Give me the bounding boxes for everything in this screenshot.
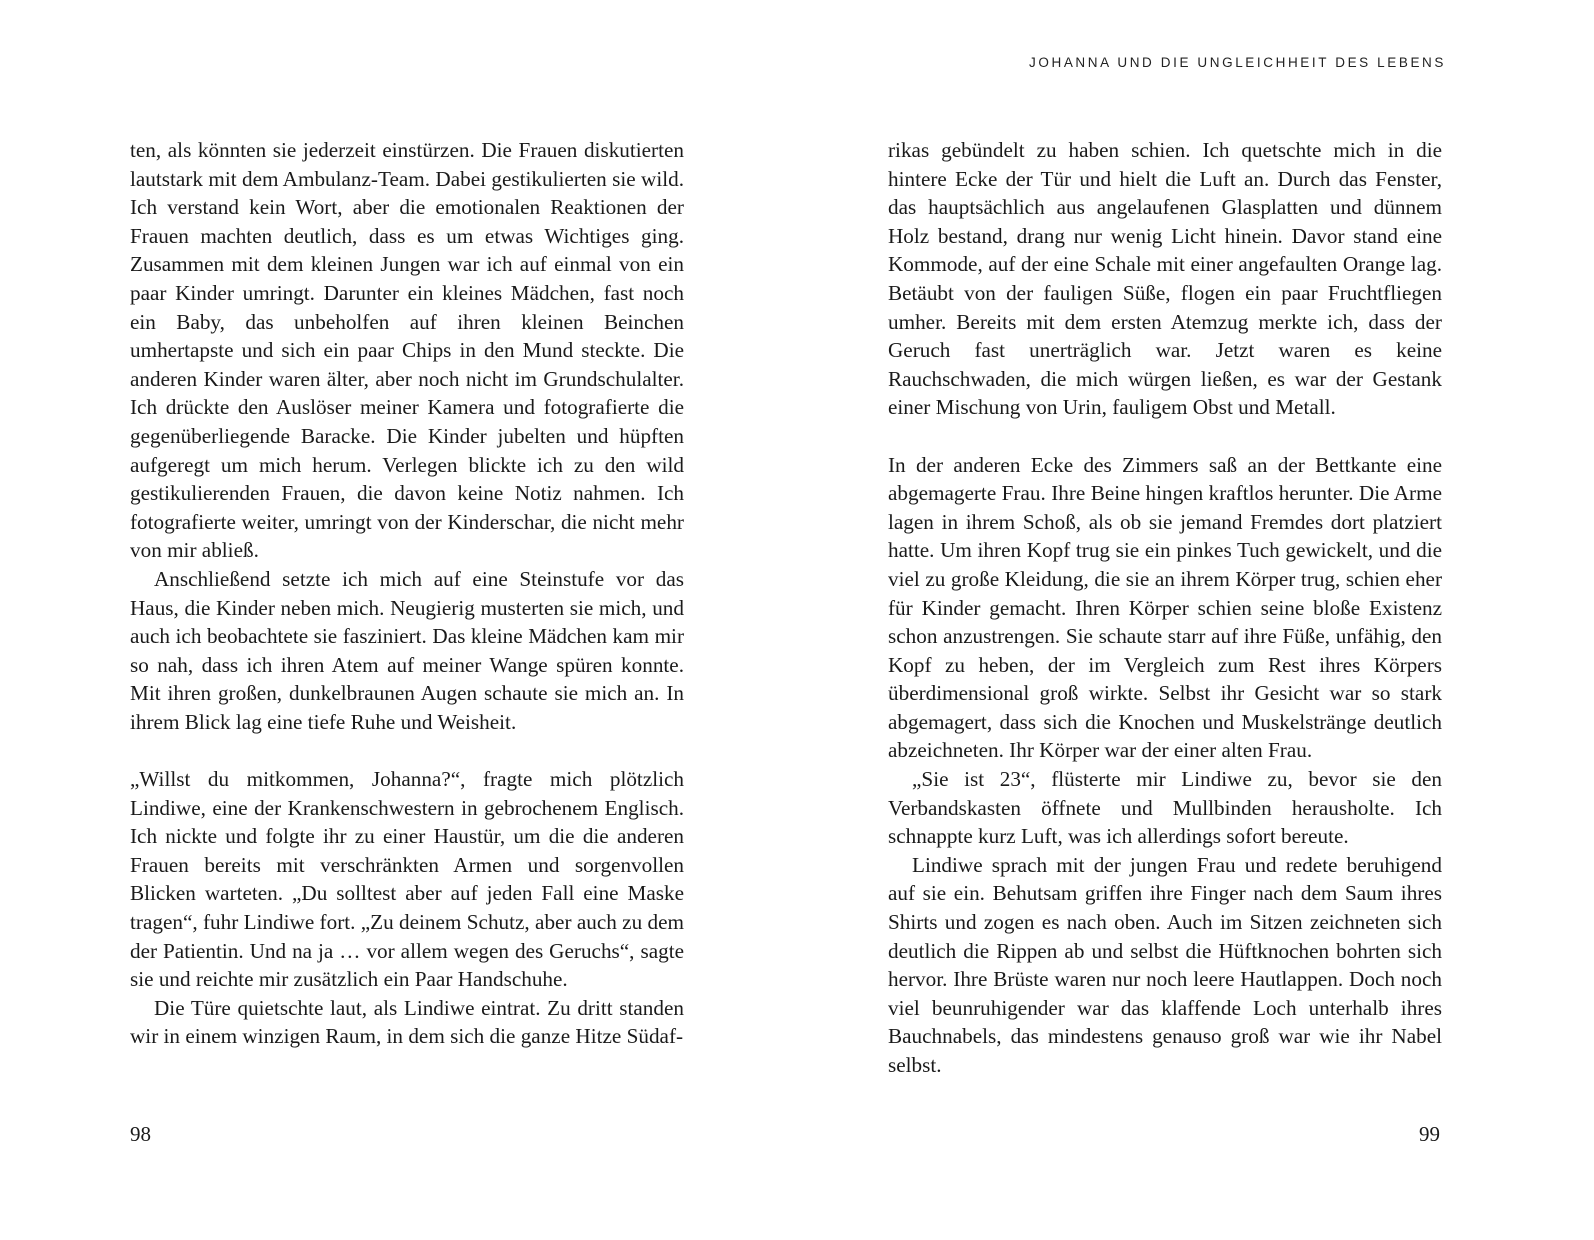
left-page-body — [130, 136, 684, 1051]
right-page — [797, 0, 1594, 1240]
left-paragraph-2: Anschließend setzte ich mich auf eine Steinstufe vor das Haus, die Kinder neben mich. Neugierig musterten sie mich, und auch ich beobachtete sie fasziniert. Das kleine Mädchen kam mir so nah, dass ich ihren Atem auf meiner Wange spüren konnte. Mit ihren großen, dunkelbraunen Augen schaute sie mich an. In ihrem Blick lag eine tiefe Ruhe und Weisheit. — [130, 566, 684, 734]
right-page-body — [888, 136, 1442, 1080]
right-paragraph-2: In der anderen Ecke des Zimmers saß an der Bettkante eine abgemagerte Frau. Ihre Beine hingen kraftlos herunter. Die Arme lagen in ihrem Schoß, als ob sie jemand Fremdes dort platziert hatte. Um ihren Kopf trug sie ein pinkes Tuch gewickelt, und die viel zu große Kleidung, die sie an ihrem Körper trug, schien eher für Kinder gemacht. Ihren Körper schien seine bloße Existenz schon anzustrengen. Sie schaute starr auf ihre Füße, unfähig, den Kopf zu heben, der im Vergleich zum Rest ihres Körpers überdimensional groß wirkte. Selbst ihr Gesicht war so stark abgemagert, dass sich die Knochen und Muskelstränge deutlich abzeichneten. Ihr Körper war der einer alten Frau. — [888, 452, 1442, 763]
running-head-title: JOHANNA UND DIE UNGLEICHHEIT DES LEBENS — [1029, 55, 1446, 70]
page-number-left: 98 — [130, 1122, 151, 1146]
page-number-right: 99 — [1419, 1122, 1440, 1146]
left-paragraph-1: ten, als könnten sie jederzeit einstürzen. Die Frauen diskutierten lautstark mit dem Ambulanz-Team. Dabei gestikulierten sie wild. Ich verstand kein Wort, aber die emotionalen Reaktionen der Frauen machten deutlich, dass es um etwas Wichtiges ging. Zusammen mit dem kleinen Jungen war ich auf einmal von ein paar Kinder umringt. Darunter ein kleines Mädchen, fast noch ein Baby, das unbeholfen auf ihren kleinen Beinchen umhertapste und sich ein paar Chips in den Mund steckte. Die anderen Kinder waren älter, aber noch nicht im Grundschulalter. Ich drückte den Auslöser meiner Kamera und fotografierte die gegenüberliegende Baracke. Die Kinder jubelten und hüpften aufgeregt um mich herum. Verlegen blickte ich zu den wild gestikulierenden Frauen, die davon keine Notiz nahmen. Ich fotografierte weiter, umringt von der Kinderschar, die nicht mehr von mir abließ. — [130, 138, 684, 563]
right-paragraph-4: Lindiwe sprach mit der jungen Frau und redete beruhigend auf sie ein. Behutsam griffen ihre Finger nach dem Saum ihres Shirts und zogen es nach oben. Auch im Sitzen zeichneten sich deutlich die Rippen ab und selbst die Hüftknochen bohrten sich hervor. Ihre Brüste waren nur noch leere Hautlappen. Doch noch viel beunruhigender war das klaffende Loch unterhalb ihres Bauchnabels, das mindestens genauso groß war wie ihr Nabel selbst. — [888, 852, 1442, 1077]
right-paragraph-1: rikas gebündelt zu haben schien. Ich quetschte mich in die hintere Ecke der Tür und hielt die Luft an. Durch das Fenster, das hauptsächlich aus angelaufenen Glasplatten und dünnem Holz bestand, drang nur wenig Licht hinein. Davor stand eine Kommode, auf der eine Schale mit einer angefaulten Orange lag. Betäubt von der fauligen Süße, flogen ein paar Fruchtfliegen umher. Bereits mit dem ersten Atemzug merkte ich, dass der Geruch fast unerträglich war. Jetzt waren es keine Rauchschwaden, die mich würgen ließen, es war der Gestank einer Mischung von Urin, fauligem Obst und Metall. — [888, 138, 1442, 420]
left-paragraph-3: „Willst du mitkommen, Johanna?“, fragte mich plötzlich Lindiwe, eine der Krankenschwestern in gebrochenem Englisch. Ich nickte und folgte ihr zu einer Haustür, um die die anderen Frauen bereits mit verschränkten Armen und sorgenvollen Blicken warteten. „Du solltest aber auf jeden Fall eine Maske tragen“, fuhr Lindiwe fort. „Zu deinem Schutz, aber auch zu dem der Patientin. Und na ja … vor allem wegen des Geruchs“, sagte sie und reichte mir zusätzlich ein Paar Handschuhe. — [130, 767, 684, 992]
right-paragraph-3: „Sie ist 23“, flüsterte mir Lindiwe zu, bevor sie den Verbandskasten öffnete und Mullbinden herausholte. Ich schnappte kurz Luft, was ich allerdings sofort bereute. — [888, 767, 1442, 849]
left-paragraph-4: Die Türe quietschte laut, als Lindiwe eintrat. Zu dritt standen wir in einem winzigen Raum, in dem sich die ganze Hitze Südaf- — [130, 995, 684, 1049]
